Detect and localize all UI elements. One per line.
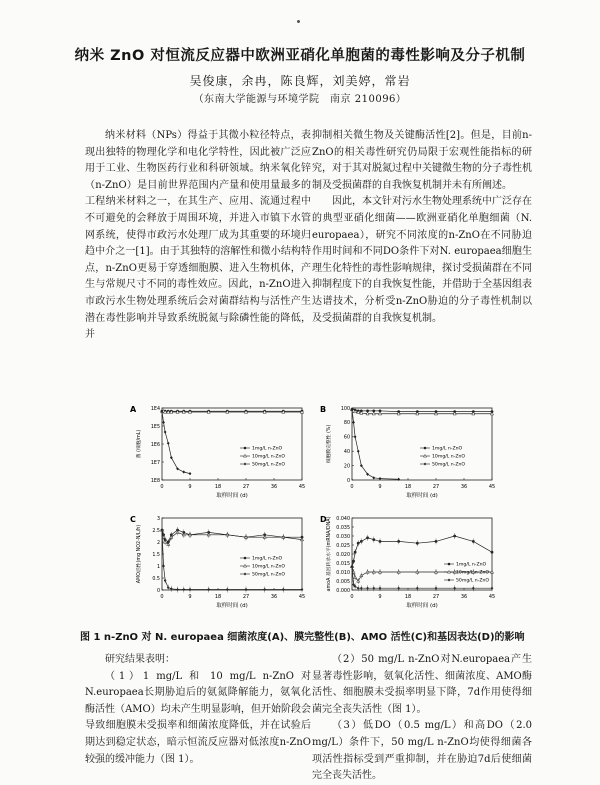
results-item-3: （3）低DO（0.5 mg/L）和高DO（2.0 mg/L）条件下，50 mg/L n-ZnO均使得细菌各项活性指标受到严重抑制，并在胁迫7d后使细菌完全丧失活性。 xyxy=(312,720,532,782)
legend-marker xyxy=(244,573,247,576)
data-point xyxy=(167,442,170,445)
x-tick-label: 0 xyxy=(160,484,164,490)
legend-label: 10mg/L n-ZnO xyxy=(252,564,286,570)
data-point xyxy=(352,421,355,424)
plot-frame xyxy=(162,518,302,590)
legend-label: 1mg/L n-ZnO xyxy=(456,562,487,568)
x-tick-label: 0 xyxy=(350,594,354,600)
y-tick-label: 0 xyxy=(346,478,350,484)
panel-label: C xyxy=(130,515,136,524)
x-axis-label: 取样时间 (d) xyxy=(216,603,248,609)
figure-1 xyxy=(120,400,510,622)
x-axis-label: 取样时间 (d) xyxy=(406,493,438,499)
y-tick-label: 1E5 xyxy=(150,424,160,430)
y-tick-label: 20 xyxy=(343,464,350,470)
x-tick-label: 9 xyxy=(378,484,382,490)
y-tick-label: 40 xyxy=(343,450,350,455)
x-tick-label: 27 xyxy=(432,594,440,600)
intro-paragraph-1: 纳米材料（NPs）得益于其微小粒径特点，表现出独特的物理化学和电化学特性，因此被广泛应用于工业、生物医药行业和科研领域。纳米氧化锌（n-ZnO）是目前世界范围内产量和使用量最多的工程纳米材料之一，在其生产、应用、流通过程中不可避免的会释放于周围环境，并进入市镇下水管网系统，使得市政污水处理厂成为其重要的环境归趋中介之一[1]。由于其独特的溶解性和微小结构特点，n-ZnO更易于穿透细胞膜、进入生物机体，产生与常规尺寸不同的毒性效应。因此，n-ZnO进入市政污水生物处理系统后会对菌群结构与活性产生潜在毒性影响并导致系统脱氮与除磷性能的降低，并 xyxy=(85,130,311,341)
y-axis-label: amoA 基因转录水平(mRNA/DNA) xyxy=(327,516,332,592)
x-tick-label: 9 xyxy=(188,594,192,600)
data-point xyxy=(164,430,167,433)
plot-frame xyxy=(162,408,302,480)
legend-label: 50mg/L n-ZnO xyxy=(252,462,286,468)
legend-marker xyxy=(448,563,451,566)
results-right-column xyxy=(312,652,532,785)
y-tick-label: 80 xyxy=(343,421,350,427)
y-tick-label: 0.000 xyxy=(336,588,350,594)
legend-label: 50mg/L n-ZnO xyxy=(252,572,286,578)
x-tick-label: 36 xyxy=(460,594,468,600)
results-heading: 研究结果表明： xyxy=(105,654,175,665)
x-axis-label: 取样时间 (d) xyxy=(406,603,438,609)
x-tick-label: 36 xyxy=(270,594,278,600)
y-tick-label: 1E7 xyxy=(150,460,160,466)
legend-label: 10mg/L n-ZnO xyxy=(456,570,490,576)
panel-label: A xyxy=(130,405,137,414)
y-tick-label: 100 xyxy=(340,406,350,412)
x-tick-label: 9 xyxy=(188,484,192,490)
results-item-1: （1）1 mg/L 和 10 mg/L n-ZnO 对N.europaea长期胁迫后的氨氮降解能力，氨氧化酶活性（AMO）均未产生明显影响，但开始阶段会导致细胞膜未受损率和细菌浓度降低，并在试验后期达到稳定状态，暗示恒流反应器对低浓度n-ZnO较强的缓冲能力（图 1）。 xyxy=(85,670,311,765)
y-tick-label: 0.035 xyxy=(336,525,350,531)
y-tick-label: 0.5 xyxy=(152,576,160,582)
y-axis-label: AMO活性(mg NO2-N/L/h) xyxy=(137,524,142,584)
y-tick-label: 2 xyxy=(156,540,160,546)
legend-marker xyxy=(424,447,427,450)
panel-label: B xyxy=(320,405,327,414)
x-tick-label: 27 xyxy=(432,484,440,490)
x-tick-label: 9 xyxy=(378,594,382,600)
y-tick-label: 0.005 xyxy=(336,579,350,585)
y-tick-label: 1.5 xyxy=(152,552,160,558)
x-tick-label: 36 xyxy=(270,484,278,490)
data-point xyxy=(182,470,185,473)
intro-paragraph-2: 因此，本文针对污水生物处理系统中广泛存在的典型亚硝化细菌——欧洲亚硝化单胞细菌（N. europaea），研究不同浓度的n-ZnO在不同胁迫作用时间和不同DO条件下对N. europaea细胞生理生化特性的毒性影响规律，探讨受损菌群在不同抑制程度下的自我恢复性能，并借助于全基因组表达谱技术，分析受n-ZnO胁迫的分子毒性机制以及受损菌群的自我恢复机制。 xyxy=(312,196,532,324)
chart-panel-B xyxy=(320,405,495,499)
data-point xyxy=(354,435,357,438)
legend-marker xyxy=(244,557,247,560)
series-line xyxy=(352,409,399,479)
y-axis-label: 细胞膜完整性 (%) xyxy=(327,424,332,464)
y-tick-label: 2.5 xyxy=(152,528,160,534)
legend-label: 10mg/L n-ZnO xyxy=(432,454,466,460)
data-point xyxy=(162,421,165,424)
y-tick-label: 0 xyxy=(156,588,160,594)
legend-marker xyxy=(448,579,451,582)
y-tick-label: 1 xyxy=(156,564,160,570)
y-tick-label: 0.010 xyxy=(336,570,350,576)
legend-label: 1mg/L n-ZnO xyxy=(252,446,283,452)
speck xyxy=(297,20,300,23)
paper-authors: 吴俊康，余冉，陈良辉，刘美婷，常岩 xyxy=(189,74,411,88)
results-item-2: （2）50 mg/L n-ZnO对N.europaea产生显著毒性影响，氨氧化活性、细菌浓度、AMO酶活性、细胞膜未受损率明显下降，7d作用使得细菌完全丧失活性（图 1）。 xyxy=(312,654,532,715)
data-point xyxy=(372,476,375,479)
y-tick-label: 0.030 xyxy=(336,534,350,540)
x-tick-label: 45 xyxy=(298,594,306,600)
legend-marker xyxy=(244,463,247,466)
results-left-column xyxy=(85,652,311,768)
data-point xyxy=(357,450,360,453)
y-tick-label: 1E4 xyxy=(150,406,160,412)
y-tick-label: 1E6 xyxy=(150,442,160,448)
y-tick-label: 60 xyxy=(343,435,350,441)
intro-left-column xyxy=(85,128,311,344)
x-tick-label: 45 xyxy=(488,594,496,600)
x-tick-label: 0 xyxy=(350,484,354,490)
x-tick-label: 45 xyxy=(298,484,306,490)
x-tick-label: 0 xyxy=(160,594,164,600)
y-tick-label: 0.025 xyxy=(336,543,350,549)
chart-panel-C xyxy=(130,515,305,609)
panel-label: D xyxy=(320,515,327,524)
x-tick-label: 45 xyxy=(488,484,496,490)
x-tick-label: 18 xyxy=(214,484,222,490)
y-tick-label: 3 xyxy=(156,516,160,522)
intro-paragraph-1-continued: 抑制相关微生物及关键酶活性[2]。但是，目前n-ZnO的相关毒性研究仍局限于宏观性能指标的研究，对于其对脱氮过程中关键微生物的分子毒性机制及受损菌群的自我恢复机制并未有所阐述。 xyxy=(312,130,532,191)
intro-right-column xyxy=(312,128,532,327)
x-tick-label: 18 xyxy=(404,484,412,490)
y-tick-label: 0.040 xyxy=(336,516,350,522)
legend-label: 50mg/L n-ZnO xyxy=(456,578,490,584)
legend-marker xyxy=(244,447,247,450)
y-tick-label: 0.020 xyxy=(336,552,350,558)
y-axis-label: 菌 (细胞/mL) xyxy=(137,429,142,459)
x-tick-label: 27 xyxy=(242,484,250,490)
x-tick-label: 18 xyxy=(214,594,222,600)
y-tick-label: 1E8 xyxy=(150,478,160,484)
x-tick-label: 18 xyxy=(404,594,412,600)
y-tick-label: 0.015 xyxy=(336,561,350,567)
chart-panel-D xyxy=(320,515,495,609)
figure-caption: 图 1 n-ZnO 对 N. europaea 细菌浓度(A)、膜完整性(B)、AMO 活性(C)和基因表达(D)的影响 xyxy=(80,632,525,643)
series-line xyxy=(162,411,190,473)
plot-frame xyxy=(352,408,492,480)
chart-panel-A xyxy=(130,405,305,499)
legend-label: 1mg/L n-ZnO xyxy=(432,446,463,452)
legend-label: 10mg/L n-ZnO xyxy=(252,454,286,460)
x-tick-label: 36 xyxy=(460,484,468,490)
x-tick-label: 27 xyxy=(242,594,250,600)
legend-label: 1mg/L n-ZnO xyxy=(252,556,283,562)
x-axis-label: 取样时间 (d) xyxy=(216,493,248,499)
paper-affiliation: （东南大学能源与环境学院 南京 210096） xyxy=(193,94,407,105)
data-point xyxy=(189,472,192,475)
legend-label: 50mg/L n-ZnO xyxy=(432,462,466,468)
legend-marker xyxy=(424,463,427,466)
paper-title: 纳米 ZnO 对恒流反应器中欧洲亚硝化单胞菌的毒性影响及分子机制 xyxy=(74,48,526,64)
